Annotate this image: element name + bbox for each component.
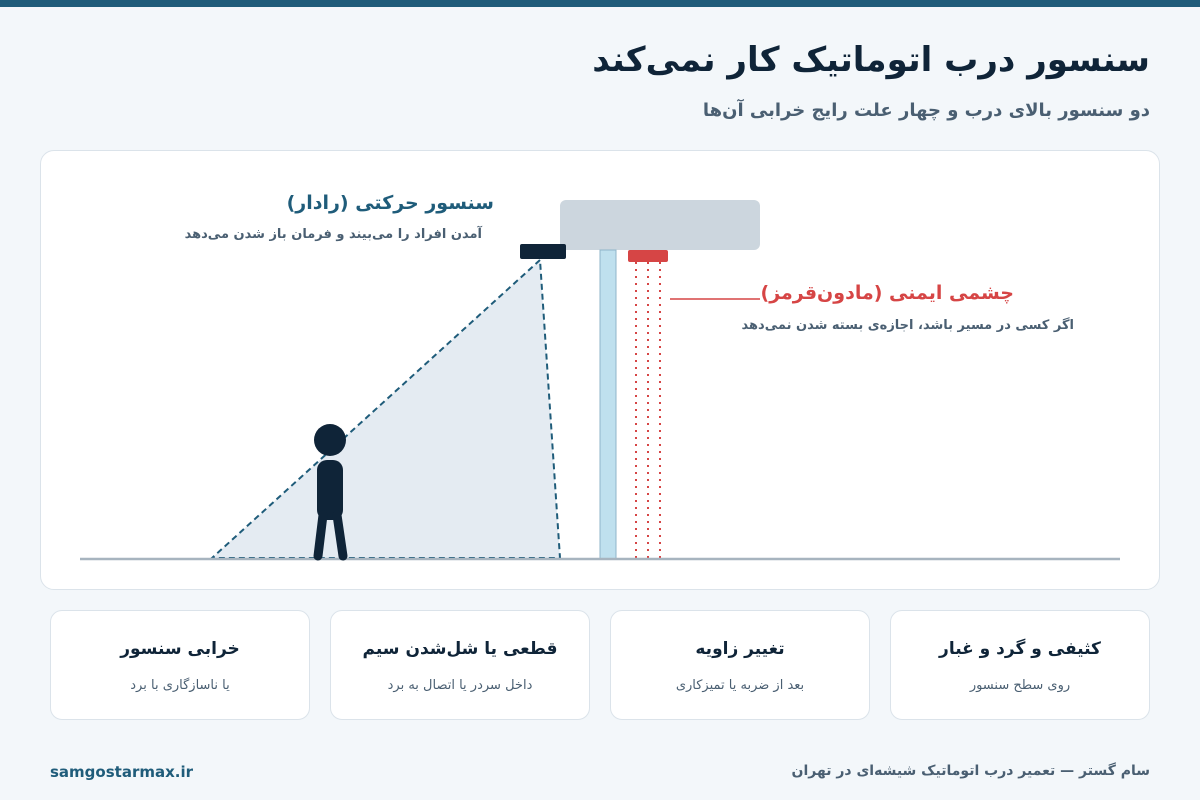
cause-title: خرابی سنسور [120, 639, 240, 659]
safety-beam-title: چشمی ایمنی (مادون‌قرمز) [760, 282, 1014, 304]
door-header-box [560, 200, 760, 250]
cause-description: روی سطح سنسور [969, 678, 1071, 693]
cause-description: داخل سردر یا اتصال به برد [387, 678, 533, 693]
radar-sensor [520, 244, 566, 259]
cause-description: یا ناسازگاری با برد [130, 678, 230, 693]
safety-beam-description: اگر کسی در مسیر باشد، اجازه‌ی بسته شدن نمی‌دهد [741, 318, 1074, 333]
radar-detection-zone [212, 260, 560, 558]
cause-title: تغییر زاویه [695, 639, 785, 659]
cause-card-sensor-failure [50, 610, 310, 720]
safety-beam-sensor [628, 250, 668, 262]
cause-card-angle [610, 610, 870, 720]
footer-brand: سام گستر — تعمیر درب اتوماتیک شیشه‌ای در تهران [791, 763, 1150, 779]
radar-sensor-description: آمدن افراد را می‌بیند و فرمان باز شدن می‌دهد [184, 227, 482, 242]
cause-description: بعد از ضربه یا تمیزکاری [675, 678, 805, 693]
cause-title: قطعی یا شل‌شدن سیم [362, 639, 558, 659]
cause-title: کثیفی و گرد و غبار [939, 639, 1101, 659]
radar-sensor-title: سنسور حرکتی (رادار) [286, 192, 494, 214]
footer-website-link[interactable]: samgostarmax.ir [50, 763, 194, 781]
cause-card-wiring [330, 610, 590, 720]
page-subtitle: دو سنسور بالای درب و چهار علت رایج خرابی آن‌ها [702, 100, 1150, 121]
page-title: سنسور درب اتوماتیک کار نمی‌کند [592, 40, 1150, 80]
cause-card-dirt [890, 610, 1150, 720]
